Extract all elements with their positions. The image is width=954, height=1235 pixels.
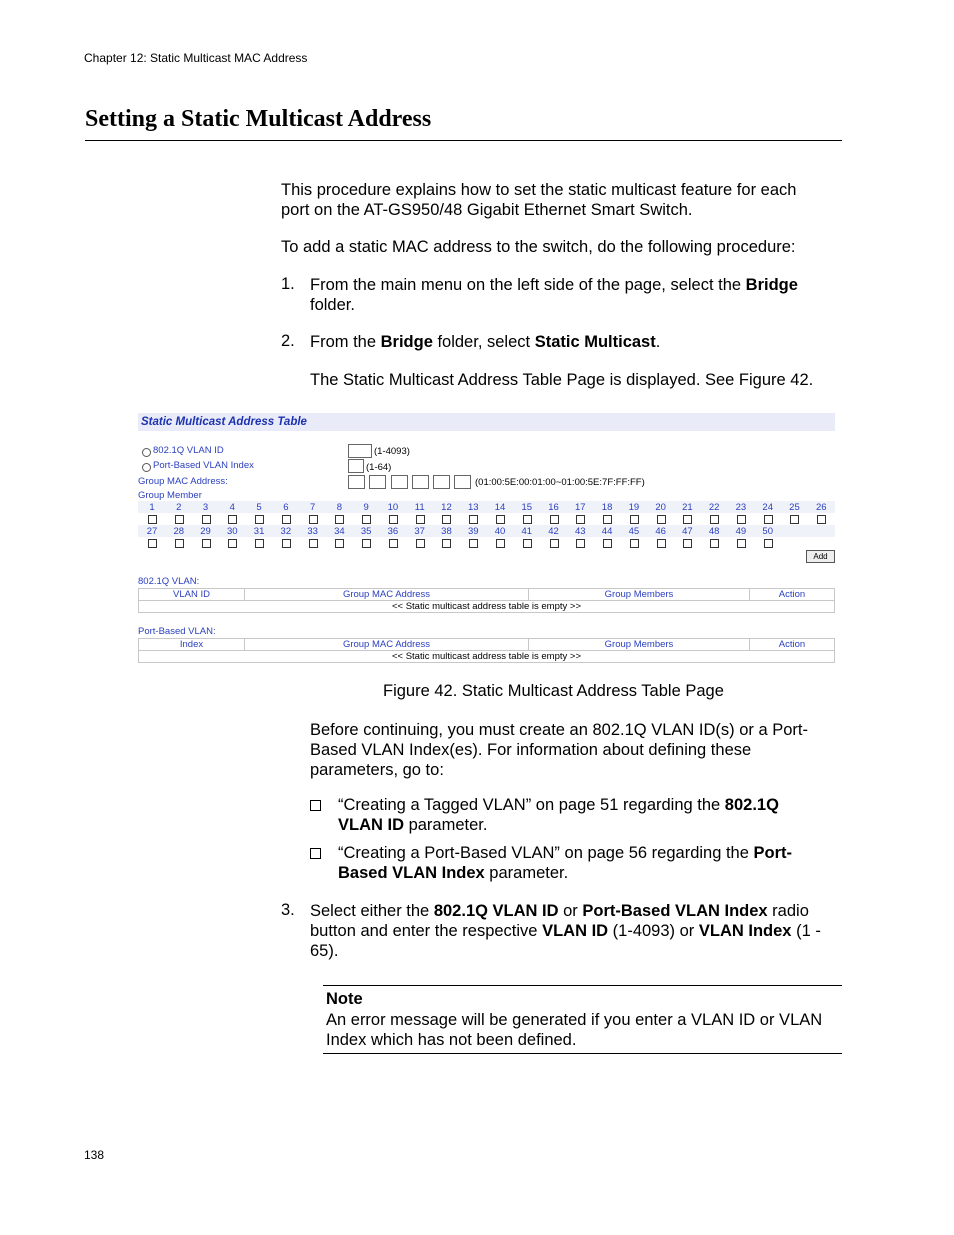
note-line-1: An error message will be generated if you enter a VLAN ID or VLAN: [326, 1011, 823, 1029]
port-number-label: 8: [336, 502, 343, 513]
port-44-checkbox[interactable]: [603, 539, 612, 548]
port-number-label: 47: [682, 526, 693, 537]
port-30-checkbox[interactable]: [228, 539, 237, 548]
port-number-label: 36: [387, 526, 399, 537]
radio-port-based-label: Port-Based VLAN Index: [153, 460, 254, 471]
port-number-label: 25: [789, 502, 800, 513]
port-number-label: 14: [494, 502, 506, 513]
step-3-line-3: 65).: [310, 942, 339, 960]
step-1-text: [310, 275, 798, 295]
note-top-rule: [323, 985, 842, 986]
empty-message: << Static multicast address table is empty >>: [139, 651, 835, 663]
col-index: Index: [139, 639, 245, 651]
table-row: [139, 601, 835, 613]
step-bold: Static Multicast: [534, 333, 656, 351]
port-22-checkbox[interactable]: [710, 515, 719, 524]
step-bold: VLAN Index: [698, 922, 792, 940]
step-bold: Bridge: [380, 333, 433, 351]
checkbox-bullet-icon: [310, 800, 321, 811]
checkbox-bullet-icon: [310, 848, 321, 859]
port-21-checkbox[interactable]: [683, 515, 692, 524]
mac-octet-input[interactable]: [433, 475, 450, 489]
bullet-2-line-2: [338, 863, 568, 883]
table-header-row: [139, 639, 835, 651]
mac-octet-input[interactable]: [412, 475, 429, 489]
port-number-label: 35: [360, 526, 372, 537]
port-5-checkbox[interactable]: [255, 515, 264, 524]
vlan-index-input[interactable]: [348, 459, 364, 473]
port-number-label: 37: [414, 526, 425, 537]
step-text: From the: [310, 333, 381, 351]
port-number-label: 13: [467, 502, 479, 513]
port-number-label: 32: [280, 526, 292, 537]
step-text: Select either the: [310, 902, 434, 920]
col-group-members: Group Members: [529, 589, 750, 601]
port-8-checkbox[interactable]: [335, 515, 344, 524]
port-28-checkbox[interactable]: [175, 539, 184, 548]
port-35-checkbox[interactable]: [362, 539, 371, 548]
port-number-label: 41: [521, 526, 533, 537]
port-25-checkbox[interactable]: [790, 515, 799, 524]
port-29-checkbox[interactable]: [202, 539, 211, 548]
col-group-members: Group Members: [529, 639, 750, 651]
port-number-label: 38: [441, 526, 452, 537]
step-number: 3.: [281, 901, 295, 919]
port-number-label: 30: [227, 526, 238, 537]
port-33-checkbox[interactable]: [309, 539, 318, 548]
mac-octet-input[interactable]: [454, 475, 471, 489]
port-number-label: 10: [387, 502, 399, 513]
port-number-label: 44: [601, 526, 613, 537]
step-text: folder, select: [432, 333, 535, 351]
note-line-2: Index which has not been defined.: [326, 1031, 577, 1049]
port-45-checkbox[interactable]: [630, 539, 639, 548]
running-header: Chapter 12: Static Multicast MAC Address: [84, 51, 308, 65]
port-number-label: 39: [467, 526, 479, 537]
port-number-label: 22: [708, 502, 720, 513]
port-27-checkbox[interactable]: [148, 539, 157, 548]
bullet-bold: Based VLAN Index: [338, 864, 485, 882]
col-action: Action: [750, 639, 835, 651]
port-number-label: 11: [414, 502, 425, 513]
port-31-checkbox[interactable]: [255, 539, 264, 548]
step-text: button and enter the respective: [310, 922, 543, 940]
port-18-checkbox[interactable]: [603, 515, 612, 524]
port-14-checkbox[interactable]: [496, 515, 505, 524]
step-number: 2.: [281, 332, 295, 350]
col-vlan-id: VLAN ID: [139, 589, 245, 601]
bullet-bold: 802.1Q: [724, 796, 779, 814]
radio-port-based-vlan-index[interactable]: [142, 463, 151, 472]
port-41-checkbox[interactable]: [523, 539, 532, 548]
step-2-text: [310, 332, 660, 352]
port-number-label: 33: [307, 526, 318, 537]
port-4-checkbox[interactable]: [228, 515, 237, 524]
port-number-label: 20: [655, 502, 666, 513]
bullet-1-line-2: [338, 815, 487, 835]
note-heading: Note: [326, 990, 363, 1008]
port-38-checkbox[interactable]: [442, 539, 451, 548]
port-number-label: 6: [283, 502, 289, 513]
port-number-label: 24: [762, 502, 773, 513]
mac-octet-input[interactable]: [369, 475, 386, 489]
vlan-section-label: 802.1Q VLAN:: [138, 576, 200, 587]
bullet-2-line-1: [338, 843, 792, 863]
bullet-text: parameter.: [404, 816, 488, 834]
step-bold: Bridge: [745, 276, 798, 294]
port-26-checkbox[interactable]: [817, 515, 826, 524]
port-24-checkbox[interactable]: [764, 515, 773, 524]
intro-line-2: port on the AT-GS950/48 Gigabit Ethernet Smart Switch.: [281, 201, 693, 219]
port-number-label: 16: [548, 502, 559, 513]
port-40-checkbox[interactable]: [496, 539, 505, 548]
group-member-label: Group Member: [138, 490, 202, 501]
vlan-index-hint: (1-64): [366, 462, 392, 473]
port-15-checkbox[interactable]: [523, 515, 532, 524]
port-number-label: 12: [441, 502, 452, 513]
page-title: Setting a Static Multicast Address: [85, 106, 432, 132]
port-number-label: 2: [176, 502, 182, 513]
static-multicast-figure: [138, 413, 836, 665]
port-23-checkbox[interactable]: [737, 515, 746, 524]
port-number-label: 15: [521, 502, 533, 513]
port-number-label: 27: [146, 526, 158, 537]
step-number: 1.: [281, 275, 295, 293]
mac-octet-input[interactable]: [391, 475, 408, 489]
port-number-label: 48: [708, 526, 720, 537]
port-36-checkbox[interactable]: [389, 539, 398, 548]
mac-range-hint: (01:00:5E:00:01:00~01:00:5E:7F:FF:FF): [475, 477, 645, 488]
bullet-text: parameter.: [484, 864, 569, 882]
port-9-checkbox[interactable]: [362, 515, 371, 524]
port-number-label: 29: [200, 526, 211, 537]
vlan-id-input[interactable]: [348, 444, 372, 458]
figure-caption: Figure 42. Static Multicast Address Table Page: [383, 682, 724, 700]
port-42-checkbox[interactable]: [550, 539, 559, 548]
port-34-checkbox[interactable]: [335, 539, 344, 548]
step-text: or: [558, 902, 583, 920]
step-text: From the main menu on the left side of the page, select the: [310, 276, 746, 294]
radio-8021q-vlan-id[interactable]: [142, 448, 151, 457]
after-figure-line-3: parameters, go to:: [310, 761, 444, 779]
add-button[interactable]: Add: [806, 550, 835, 563]
page-number: 138: [84, 1148, 105, 1162]
port-number-label: 18: [601, 502, 613, 513]
bullet-text: “Creating a Tagged VLAN” on page 51 regarding the: [338, 796, 725, 814]
step-text: (1 -: [791, 922, 821, 940]
port-number-label: 17: [575, 502, 586, 513]
title-rule: [85, 140, 842, 141]
port-39-checkbox[interactable]: [469, 539, 478, 548]
port-number-label: 7: [309, 502, 316, 513]
step-text: radio: [767, 902, 809, 920]
port-number-label: 21: [682, 502, 693, 513]
port-number-label: 28: [173, 526, 185, 537]
port-32-checkbox[interactable]: [282, 539, 291, 548]
empty-message: << Static multicast address table is empty >>: [139, 601, 835, 613]
port-number-label: 42: [548, 526, 559, 537]
port-number-label: 19: [628, 502, 640, 513]
port-19-checkbox[interactable]: [630, 515, 639, 524]
port-50-checkbox[interactable]: [764, 539, 773, 548]
port-43-checkbox[interactable]: [576, 539, 585, 548]
after-figure-line-2: Based VLAN Index(es). For information about defining these: [310, 741, 752, 759]
port-number-label: 5: [256, 502, 262, 513]
port-37-checkbox[interactable]: [416, 539, 425, 548]
port-number-label: 23: [735, 502, 747, 513]
port-number-label: 50: [762, 526, 773, 537]
port-number-label: 46: [655, 526, 666, 537]
port-number-label: 43: [575, 526, 586, 537]
port-1-checkbox[interactable]: [148, 515, 157, 524]
step-1-text-cont: folder.: [310, 296, 355, 314]
col-group-mac: Group MAC Address: [245, 589, 529, 601]
step-text: (1-4093) or: [608, 922, 699, 940]
port-12-checkbox[interactable]: [442, 515, 451, 524]
group-mac-label: Group MAC Address:: [138, 476, 228, 487]
port-number-label: 9: [363, 502, 369, 513]
port-13-checkbox[interactable]: [469, 515, 478, 524]
port-47-checkbox[interactable]: [683, 539, 692, 548]
port-48-checkbox[interactable]: [710, 539, 719, 548]
port-number-label: 49: [735, 526, 747, 537]
port-46-checkbox[interactable]: [657, 539, 666, 548]
port-number-label: 1: [149, 502, 155, 513]
step-bold: Port-Based VLAN Index: [582, 902, 768, 920]
port-number-label: 4: [229, 502, 235, 513]
col-group-mac: Group MAC Address: [245, 639, 529, 651]
radio-8021q-label: 802.1Q VLAN ID: [153, 445, 224, 456]
vlan-table: [138, 588, 835, 613]
port-number-label: 34: [334, 526, 345, 537]
bullet-text: “Creating a Port-Based VLAN” on page 56 regarding the: [338, 844, 754, 862]
port-based-section-label: Port-Based VLAN:: [138, 626, 216, 637]
port-number-label: 3: [202, 502, 209, 513]
bullet-1-line-1: [338, 795, 779, 815]
after-figure-line-1: Before continuing, you must create an 802.1Q VLAN ID(s) or a Port-: [310, 721, 808, 739]
table-header-row: [139, 589, 835, 601]
port-based-table: [138, 638, 835, 663]
port-6-checkbox[interactable]: [282, 515, 291, 524]
intro-line-3: To add a static MAC address to the switch, do the following procedure:: [281, 238, 796, 256]
port-17-checkbox[interactable]: [576, 515, 585, 524]
figure-title: Static Multicast Address Table: [141, 416, 307, 428]
step-3-line-1: [310, 901, 809, 921]
port-3-checkbox[interactable]: [202, 515, 211, 524]
port-16-checkbox[interactable]: [550, 515, 559, 524]
step-3-line-2: [310, 921, 821, 941]
bullet-bold: VLAN ID: [338, 816, 404, 834]
step-bold: VLAN ID: [542, 922, 609, 940]
port-number-label: 26: [815, 502, 827, 513]
port-10-checkbox[interactable]: [389, 515, 398, 524]
port-number-label: 31: [253, 526, 265, 537]
port-11-checkbox[interactable]: [416, 515, 425, 524]
figure-title-bar: [138, 413, 835, 431]
port-number-label: 45: [628, 526, 640, 537]
port-number-label: 40: [494, 526, 506, 537]
bullet-bold: Port-: [753, 844, 792, 862]
mac-octet-input[interactable]: [348, 475, 365, 489]
step-2-result: The Static Multicast Address Table Page is displayed. See Figure 42.: [310, 371, 814, 389]
table-row: [139, 651, 835, 663]
step-text: .: [655, 333, 661, 351]
note-bottom-rule: [323, 1053, 842, 1054]
port-2-checkbox[interactable]: [175, 515, 184, 524]
intro-line-1: This procedure explains how to set the static multicast feature for each: [281, 181, 797, 199]
step-bold: 802.1Q VLAN ID: [433, 902, 559, 920]
port-49-checkbox[interactable]: [737, 539, 746, 548]
col-action: Action: [750, 589, 835, 601]
vlan-id-hint: (1-4093): [374, 446, 410, 457]
port-7-checkbox[interactable]: [309, 515, 318, 524]
port-20-checkbox[interactable]: [657, 515, 666, 524]
